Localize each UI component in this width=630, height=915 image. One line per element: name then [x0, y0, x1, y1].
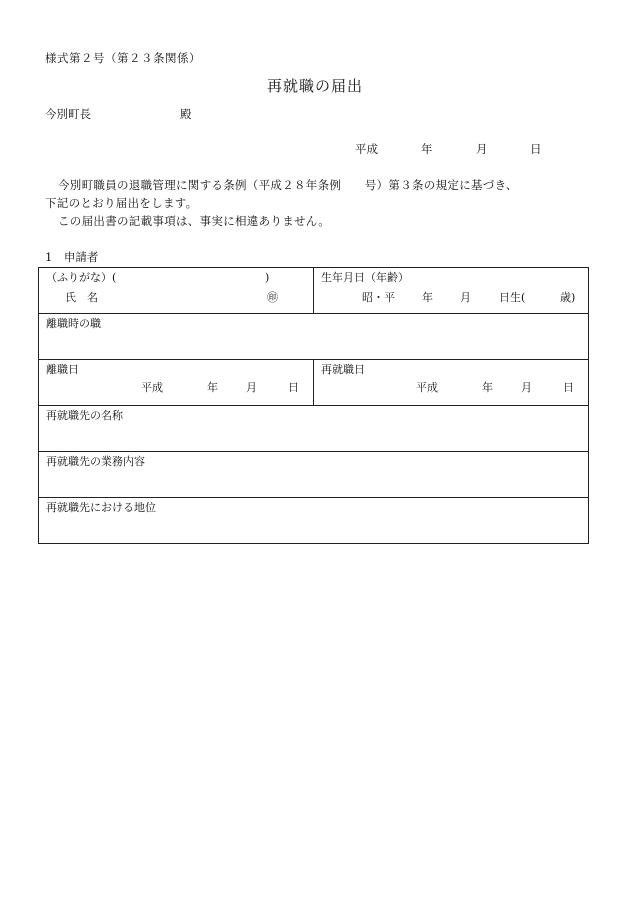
furigana-close: ): [265, 271, 270, 284]
retirement-year: 年: [207, 381, 218, 394]
reemployment-date-label: 再就職日: [321, 363, 365, 376]
applicant-name-cell[interactable]: [39, 268, 314, 314]
seal-mark: ㊞: [267, 291, 278, 304]
birth-month: 月: [460, 291, 471, 304]
birth-day-open: 日生(: [499, 291, 526, 304]
employer-business-label: 再就職先の業務内容: [46, 455, 145, 468]
date-year: 年: [421, 142, 433, 156]
retirement-era: 平成: [141, 381, 163, 394]
employer-name-label: 再就職先の名称: [46, 409, 123, 422]
birth-year: 年: [422, 291, 433, 304]
employer-business-cell[interactable]: [39, 452, 589, 498]
section-heading: 1 申請者: [45, 250, 99, 264]
retirement-position-cell[interactable]: [39, 314, 589, 360]
reemployment-month: 月: [521, 381, 532, 394]
retirement-date-label: 離職日: [46, 363, 79, 376]
body-line-1: 今別町職員の退職管理に関する条例（平成２８年条例 号）第３条の規定に基づき、: [58, 178, 518, 192]
birth-date-cell[interactable]: [314, 268, 589, 314]
reemployment-era: 平成: [416, 381, 438, 394]
reemployment-year: 年: [482, 381, 493, 394]
retirement-month: 月: [246, 381, 257, 394]
furigana-open: （ふりがな）(: [46, 271, 117, 284]
name-label: 氏 名: [65, 291, 98, 304]
reemployment-day: 日: [563, 381, 574, 394]
application-form-table: [38, 267, 589, 544]
reemployment-date-cell[interactable]: [314, 360, 589, 406]
birth-era: 昭・平: [362, 291, 395, 304]
employer-position-label: 再就職先における地位: [46, 501, 156, 514]
addressee: 今別町長: [45, 107, 91, 121]
body-line-3: この届出書の記載事項は、事実に相違ありません。: [58, 214, 331, 228]
birth-label: 生年月日（年齢）: [321, 271, 409, 284]
form-number: 様式第２号（第２３条関係）: [45, 51, 201, 65]
retirement-date-cell[interactable]: [39, 360, 314, 406]
addressee-suffix: 殿: [180, 107, 192, 121]
date-month: 月: [476, 142, 488, 156]
retirement-day: 日: [288, 381, 299, 394]
birth-age-close: 歳): [560, 291, 576, 304]
page-title: 再就職の届出: [266, 77, 363, 95]
body-line-2: 下記のとおり届出をします。: [45, 196, 198, 210]
employer-name-cell[interactable]: [39, 406, 589, 452]
employer-position-cell[interactable]: [39, 498, 589, 544]
date-era: 平成: [355, 142, 378, 156]
date-day: 日: [530, 142, 542, 156]
retirement-position-label: 離職時の職: [46, 317, 101, 330]
